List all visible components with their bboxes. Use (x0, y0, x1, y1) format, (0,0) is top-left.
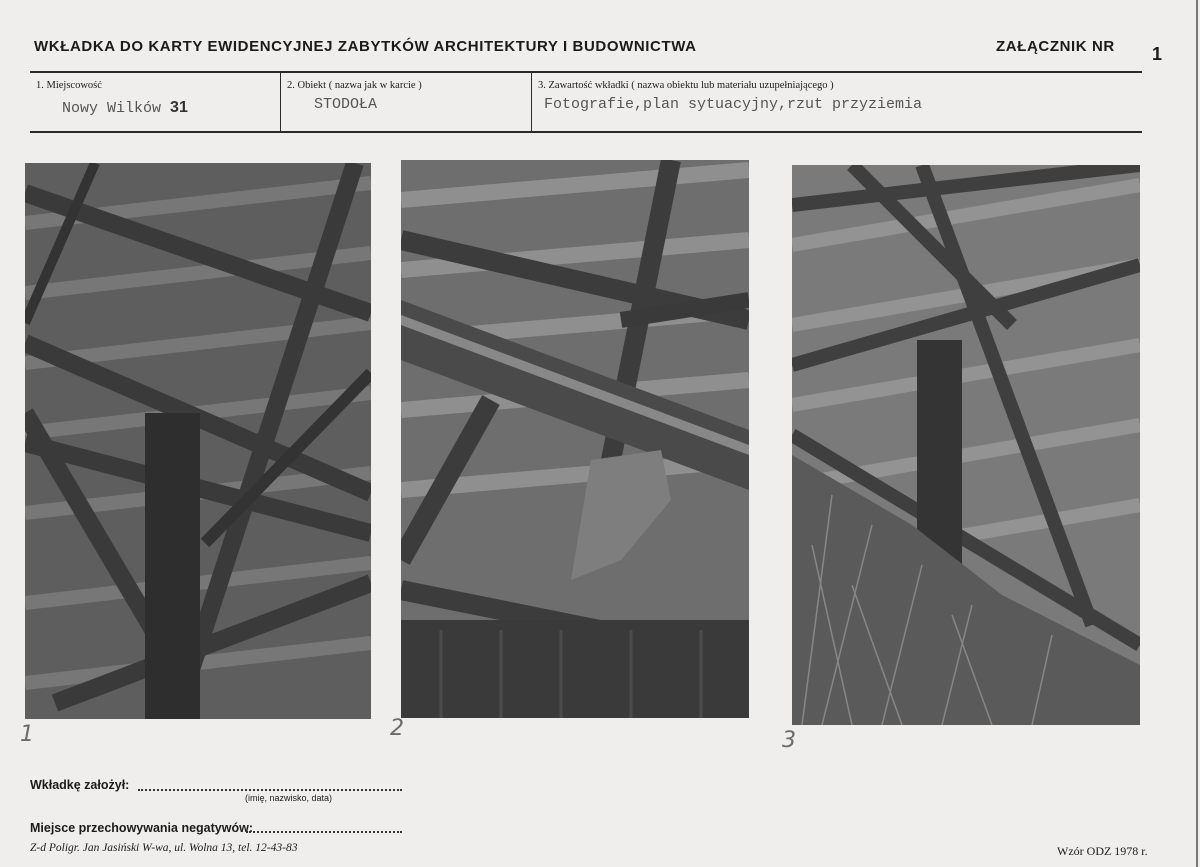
photo-number-1: 1 (20, 722, 34, 747)
field-divider-1 (280, 72, 281, 131)
document-title: WKŁADKA DO KARTY EWIDENCYJNEJ ZABYTKÓW ARCHITEKTURY I BUDOWNICTWA (34, 38, 697, 55)
locality-name: Nowy Wilków (62, 100, 162, 117)
form-pattern: Wzór ODZ 1978 r. (1057, 844, 1148, 858)
photo-2 (401, 160, 749, 718)
author-hint: (imię, nazwisko, data) (245, 793, 333, 803)
page-right-edge (1196, 0, 1198, 867)
annex-number: 1 (1152, 44, 1163, 64)
photo-number-3: 3 (782, 728, 796, 753)
negatives-line (246, 831, 402, 833)
photo-3 (792, 165, 1140, 725)
field-divider-2 (531, 72, 532, 131)
annex-label: ZAŁĄCZNIK NR (996, 38, 1115, 55)
locality-value (62, 99, 188, 117)
locality-number: 31 (170, 99, 188, 116)
object-label: 2. Obiekt ( nazwa jak w karcie ) (287, 80, 422, 91)
author-label: Wkładkę założył: (30, 778, 130, 792)
photo-number-2: 2 (390, 716, 404, 741)
author-line (138, 789, 402, 791)
photo-1 (25, 163, 371, 719)
locality-label: 1. Miejscowość (36, 80, 102, 91)
content-label: 3. Zawartość wkładki ( nazwa obiektu lub materiału uzupełniającego ) (538, 80, 834, 91)
printer-imprint: Z-d Poligr. Jan Jasiński W-wa, ul. Wolna 13, tel. 12-43-83 (30, 842, 298, 854)
top-rule (30, 71, 1142, 73)
roof-truss-photo-2 (401, 160, 749, 718)
negatives-label: Miejsce przechowywania negatywów: (30, 821, 253, 835)
object-value: STODOŁA (314, 96, 378, 113)
roof-truss-photo-1 (25, 163, 371, 719)
roof-truss-photo-3 (792, 165, 1140, 725)
bottom-rule (30, 131, 1142, 133)
content-value: Fotografie,plan sytuacyjny,rzut przyziemia (544, 96, 923, 113)
